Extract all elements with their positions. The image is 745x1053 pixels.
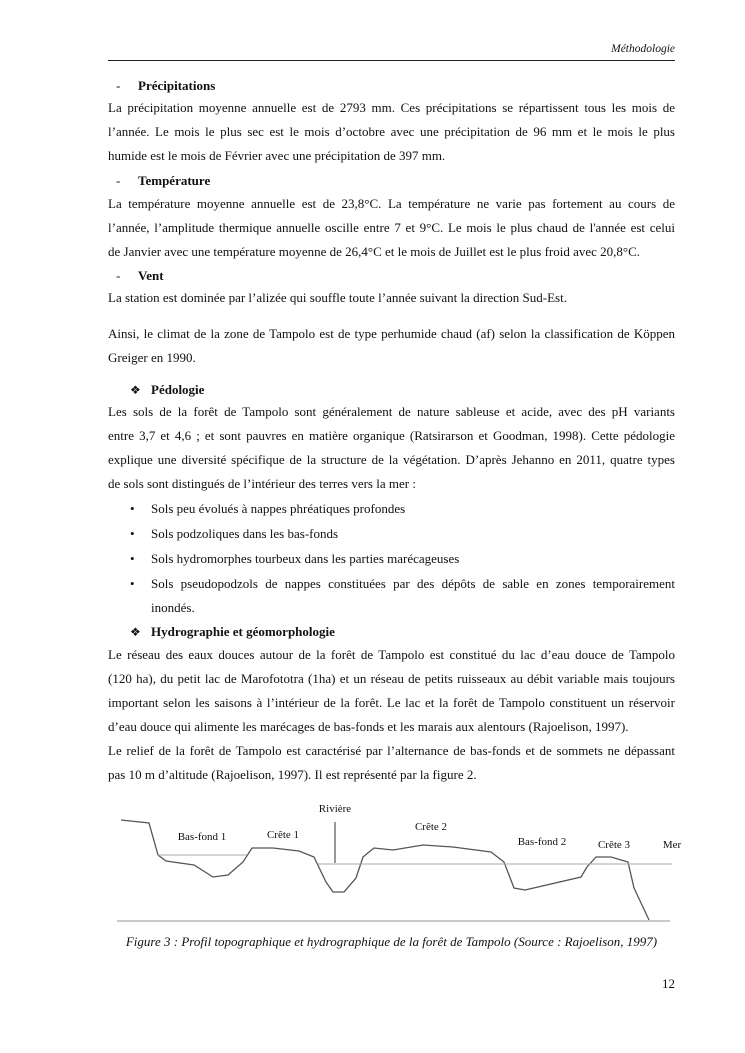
text-line: Greiger en 1990. [108, 350, 196, 365]
text-line: (120 ha), du petit lac de Marofototra (1ha) et un réseau de petits ruisseaux au débit variable mais toujours [108, 671, 675, 686]
figure-caption: Figure 3 : Profil topographique et hydrographique de la forêt de Tampolo (Source : Rajoelison, 1997) [125, 934, 658, 949]
list-item-text: inondés. [151, 600, 195, 615]
text-line: Le relief de la forêt de Tampolo est caractérisé par l’alternance de bas-fonds et de sommets ne dépassant [108, 743, 675, 758]
list-item-text: Sols pseudopodzols de nappes constituées par des dépôts de sable en zones temporairement [151, 576, 675, 591]
bullet-icon: • [130, 576, 135, 591]
bullet-icon: • [130, 526, 135, 541]
heading-precipitations: Précipitations [138, 78, 216, 93]
diamond-bullet-icon: ❖ [130, 625, 141, 639]
text-line: La température moyenne annuelle est de 23,8°C. La température ne varie pas fortement au cours de [108, 196, 675, 211]
text-line: important selon les saisons à l’intérieur de la forêt. Le lac et la forêt de Tampolo constituent un réservoir [108, 695, 675, 710]
text-line: La précipitation moyenne annuelle est de 2793 mm. Ces précipitations se répartissent tous les mois de [108, 100, 675, 115]
label-riviere: Rivière [318, 803, 352, 815]
heading-hydrographie: Hydrographie et géomorphologie [151, 624, 335, 639]
label-basfond2: Bas-fond 2 [517, 836, 567, 848]
text-line: Le réseau des eaux douces autour de la forêt de Tampolo est constitué du lac d’eau douce de Tampolo [108, 647, 675, 662]
text-line: d’eau douce qui alimente les marécages de bas-fonds et les marais aux alentours (Rajoelison, 1997). [108, 719, 629, 734]
bullet-icon: • [130, 501, 135, 516]
text-line: La station est dominée par l’alizée qui souffle toute l’année suivant la direction Sud-Est. [108, 290, 567, 305]
text-line: explique une diversité spécifique de la structure de la végétation. D’après Jehanno en 2011, quatre types [108, 452, 675, 467]
dash-bullet: - [116, 173, 121, 188]
list-item-text: Sols podzoliques dans les bas-fonds [151, 526, 339, 541]
text-line: l’année, l’amplitude thermique annuelle oscille entre 7 et 9°C. Le mois le plus chaud de l'année est celui [108, 220, 675, 235]
label-crete1: Crête 1 [266, 829, 300, 841]
heading-pedologie: Pédologie [151, 382, 205, 397]
text-line: Les sols de la forêt de Tampolo sont généralement de nature sableuse et acide, avec des pH variants [108, 404, 675, 419]
page-number: 12 [662, 976, 675, 991]
running-header: Méthodologie [611, 43, 675, 55]
text-line: de Janvier avec une température moyenne de 26,4°C et le mois de Juillet est le plus froid avec 20,8°C. [108, 244, 641, 259]
heading-temperature: Température [138, 173, 211, 188]
text-line: l’année. Le mois le plus sec est le mois d’octobre avec une précipitation de 96 mm et le mois le plus [108, 124, 675, 139]
diamond-bullet-icon: ❖ [130, 383, 141, 397]
text-line: de sols sont distingués de l’intérieur des terres vers la mer : [108, 476, 416, 491]
text-line: pas 10 m d’altitude (Rajoelison, 1997). Il est représenté par la figure 2. [108, 767, 477, 782]
label-crete2: Crête 2 [414, 821, 448, 833]
bullet-icon: • [130, 551, 135, 566]
label-mer: Mer [662, 839, 682, 851]
label-basfond1: Bas-fond 1 [177, 831, 227, 843]
label-crete3: Crête 3 [597, 839, 631, 851]
dash-bullet: - [116, 78, 121, 93]
dash-bullet: - [116, 268, 121, 283]
list-item-text: Sols hydromorphes tourbeux dans les parties marécageuses [151, 551, 460, 566]
heading-vent: Vent [138, 268, 164, 283]
list-item-text: Sols peu évolués à nappes phréatiques profondes [151, 501, 406, 516]
text-line: Ainsi, le climat de la zone de Tampolo est de type perhumide chaud (af) selon la classification de Köppen [108, 326, 675, 341]
text-line: entre 3,7 et 4,6 ; et sont pauvres en matière organique (Ratsirarson et Goodman, 1998). Cette pédologie [108, 428, 675, 443]
text-line: humide est le mois de Février avec une précipitation de 397 mm. [108, 148, 446, 163]
